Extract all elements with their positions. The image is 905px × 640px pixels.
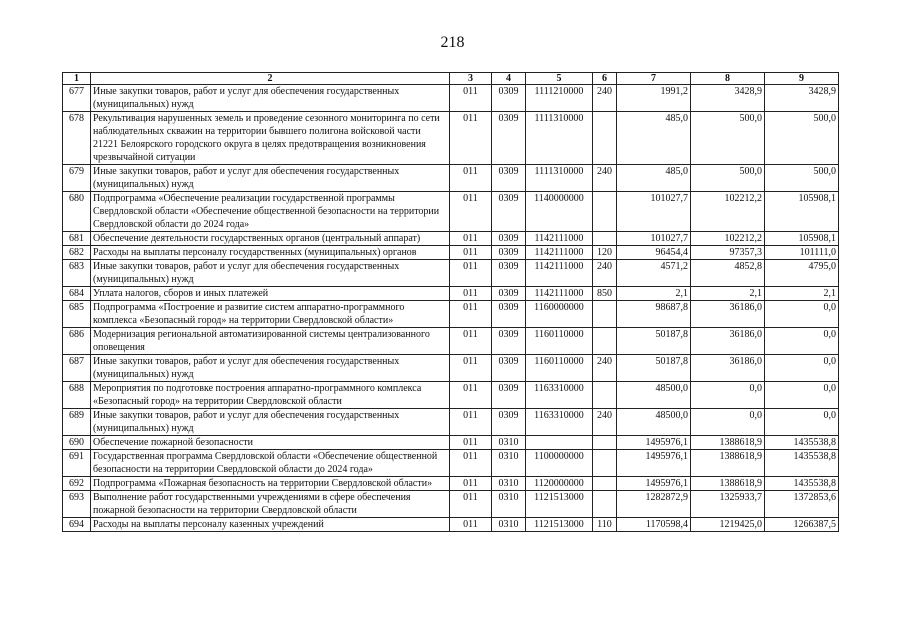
row-number-cell: 688 — [63, 382, 91, 409]
amount-year1-cell: 485,0 — [617, 112, 691, 165]
amount-year2-cell: 102212,2 — [691, 232, 765, 246]
row-number-cell: 683 — [63, 260, 91, 287]
section-code-cell: 0310 — [492, 450, 526, 477]
amount-year3-cell: 0,0 — [765, 409, 839, 436]
column-header-2: 2 — [91, 73, 450, 85]
amount-year2-cell: 3428,9 — [691, 85, 765, 112]
table-row — [63, 232, 839, 246]
table-row — [63, 301, 839, 328]
section-code-cell: 0309 — [492, 260, 526, 287]
amount-year2-cell: 36186,0 — [691, 355, 765, 382]
row-number-cell: 689 — [63, 409, 91, 436]
expense-name-cell: Иные закупки товаров, работ и услуг для обеспечения государственных (муниципальных) нужд — [91, 409, 450, 436]
amount-year2-cell: 1325933,7 — [691, 491, 765, 518]
table-row — [63, 260, 839, 287]
amount-year1-cell: 1495976,1 — [617, 450, 691, 477]
target-article-cell: 1121513000 — [526, 491, 593, 518]
target-article-cell: 1163310000 — [526, 382, 593, 409]
table-row — [63, 112, 839, 165]
section-code-cell: 0309 — [492, 409, 526, 436]
amount-year1-cell: 1170598,4 — [617, 518, 691, 532]
table-row — [63, 355, 839, 382]
amount-year3-cell: 500,0 — [765, 112, 839, 165]
table-row — [63, 477, 839, 491]
table-row — [63, 409, 839, 436]
amount-year2-cell: 1219425,0 — [691, 518, 765, 532]
department-code-cell: 011 — [450, 409, 492, 436]
row-number-cell: 692 — [63, 477, 91, 491]
section-code-cell: 0309 — [492, 287, 526, 301]
target-article-cell: 1163310000 — [526, 409, 593, 436]
row-number-cell: 677 — [63, 85, 91, 112]
expense-name-cell: Обеспечение деятельности государственных органов (центральный аппарат) — [91, 232, 450, 246]
expense-name-cell: Иные закупки товаров, работ и услуг для обеспечения государственных (муниципальных) нужд — [91, 260, 450, 287]
amount-year1-cell: 50187,8 — [617, 355, 691, 382]
row-number-cell: 686 — [63, 328, 91, 355]
expense-type-cell — [593, 477, 617, 491]
department-code-cell: 011 — [450, 355, 492, 382]
row-number-cell: 694 — [63, 518, 91, 532]
section-code-cell: 0309 — [492, 382, 526, 409]
expense-name-cell: Подпрограмма «Обеспечение реализации государственной программы Свердловской области «Обеспечение общественной безопасности на территории Свердловской области до 2024 года» — [91, 192, 450, 232]
section-code-cell: 0310 — [492, 436, 526, 450]
section-code-cell: 0309 — [492, 328, 526, 355]
expense-type-cell: 240 — [593, 260, 617, 287]
amount-year3-cell: 2,1 — [765, 287, 839, 301]
amount-year3-cell: 4795,0 — [765, 260, 839, 287]
amount-year3-cell: 0,0 — [765, 382, 839, 409]
amount-year3-cell: 0,0 — [765, 328, 839, 355]
department-code-cell: 011 — [450, 165, 492, 192]
amount-year1-cell: 1282872,9 — [617, 491, 691, 518]
table-row — [63, 382, 839, 409]
section-code-cell: 0309 — [492, 246, 526, 260]
amount-year2-cell: 1388618,9 — [691, 477, 765, 491]
amount-year3-cell: 105908,1 — [765, 232, 839, 246]
table-row — [63, 518, 839, 532]
expense-name-cell: Расходы на выплаты персоналу государственных (муниципальных) органов — [91, 246, 450, 260]
amount-year3-cell: 105908,1 — [765, 192, 839, 232]
target-article-cell: 1142111000 — [526, 287, 593, 301]
amount-year1-cell: 48500,0 — [617, 409, 691, 436]
expense-name-cell: Обеспечение пожарной безопасности — [91, 436, 450, 450]
expense-type-cell — [593, 112, 617, 165]
target-article-cell: 1100000000 — [526, 450, 593, 477]
amount-year1-cell: 98687,8 — [617, 301, 691, 328]
department-code-cell: 011 — [450, 246, 492, 260]
department-code-cell: 011 — [450, 85, 492, 112]
amount-year1-cell: 101027,7 — [617, 192, 691, 232]
department-code-cell: 011 — [450, 232, 492, 246]
expense-type-cell: 240 — [593, 409, 617, 436]
expense-type-cell: 240 — [593, 85, 617, 112]
expense-name-cell: Уплата налогов, сборов и иных платежей — [91, 287, 450, 301]
column-header-6: 6 — [593, 73, 617, 85]
table-row — [63, 246, 839, 260]
section-code-cell: 0309 — [492, 192, 526, 232]
section-code-cell: 0310 — [492, 477, 526, 491]
row-number-cell: 690 — [63, 436, 91, 450]
department-code-cell: 011 — [450, 112, 492, 165]
amount-year1-cell: 48500,0 — [617, 382, 691, 409]
section-code-cell: 0309 — [492, 232, 526, 246]
expense-name-cell: Мероприятия по подготовке построения аппаратно-программного комплекса «Безопасный город» на территории Свердловской области — [91, 382, 450, 409]
expense-name-cell: Расходы на выплаты персоналу казенных учреждений — [91, 518, 450, 532]
column-header-5: 5 — [526, 73, 593, 85]
amount-year3-cell: 0,0 — [765, 301, 839, 328]
department-code-cell: 011 — [450, 192, 492, 232]
target-article-cell: 1111210000 — [526, 85, 593, 112]
table-row — [63, 287, 839, 301]
amount-year3-cell: 1435538,8 — [765, 436, 839, 450]
row-number-cell: 684 — [63, 287, 91, 301]
expense-type-cell — [593, 382, 617, 409]
expense-type-cell — [593, 192, 617, 232]
target-article-cell: 1120000000 — [526, 477, 593, 491]
column-header-3: 3 — [450, 73, 492, 85]
table-row — [63, 85, 839, 112]
expense-name-cell: Выполнение работ государственными учреждениями в сфере обеспечения пожарной безопасности на территории Свердловской области — [91, 491, 450, 518]
row-number-cell: 687 — [63, 355, 91, 382]
amount-year1-cell: 4571,2 — [617, 260, 691, 287]
target-article-cell: 1160110000 — [526, 355, 593, 382]
table-row — [63, 450, 839, 477]
department-code-cell: 011 — [450, 450, 492, 477]
amount-year2-cell: 4852,8 — [691, 260, 765, 287]
section-code-cell: 0310 — [492, 518, 526, 532]
department-code-cell: 011 — [450, 491, 492, 518]
expense-type-cell: 240 — [593, 165, 617, 192]
amount-year3-cell: 0,0 — [765, 355, 839, 382]
amount-year2-cell: 0,0 — [691, 409, 765, 436]
amount-year2-cell: 500,0 — [691, 112, 765, 165]
expense-type-cell — [593, 232, 617, 246]
section-code-cell: 0309 — [492, 301, 526, 328]
target-article-cell: 1160110000 — [526, 328, 593, 355]
amount-year1-cell: 1495976,1 — [617, 436, 691, 450]
amount-year3-cell: 3428,9 — [765, 85, 839, 112]
row-number-cell: 682 — [63, 246, 91, 260]
section-code-cell: 0309 — [492, 165, 526, 192]
target-article-cell — [526, 436, 593, 450]
target-article-cell: 1140000000 — [526, 192, 593, 232]
row-number-cell: 681 — [63, 232, 91, 246]
expense-type-cell: 120 — [593, 246, 617, 260]
expense-name-cell: Иные закупки товаров, работ и услуг для обеспечения государственных (муниципальных) нужд — [91, 85, 450, 112]
row-number-cell: 685 — [63, 301, 91, 328]
amount-year2-cell: 102212,2 — [691, 192, 765, 232]
row-number-cell: 691 — [63, 450, 91, 477]
amount-year1-cell: 485,0 — [617, 165, 691, 192]
amount-year2-cell: 97357,3 — [691, 246, 765, 260]
row-number-cell: 693 — [63, 491, 91, 518]
amount-year1-cell: 50187,8 — [617, 328, 691, 355]
amount-year1-cell: 101027,7 — [617, 232, 691, 246]
expense-name-cell: Подпрограмма «Построение и развитие систем аппаратно-программного комплекса «Безопасный город» на территории Свердловской области» — [91, 301, 450, 328]
table-body — [63, 85, 839, 532]
target-article-cell: 1111310000 — [526, 112, 593, 165]
expense-name-cell: Подпрограмма «Пожарная безопасность на территории Свердловской области» — [91, 477, 450, 491]
target-article-cell: 1142111000 — [526, 260, 593, 287]
target-article-cell: 1160000000 — [526, 301, 593, 328]
table-row — [63, 165, 839, 192]
department-code-cell: 011 — [450, 477, 492, 491]
amount-year2-cell: 36186,0 — [691, 301, 765, 328]
department-code-cell: 011 — [450, 301, 492, 328]
expense-name-cell: Модернизация региональной автоматизированной системы централизованного оповещения — [91, 328, 450, 355]
amount-year2-cell: 36186,0 — [691, 328, 765, 355]
row-number-cell: 678 — [63, 112, 91, 165]
amount-year3-cell: 1435538,8 — [765, 450, 839, 477]
budget-table — [62, 72, 839, 532]
column-header-7: 7 — [617, 73, 691, 85]
column-header-8: 8 — [691, 73, 765, 85]
department-code-cell: 011 — [450, 436, 492, 450]
amount-year3-cell: 101111,0 — [765, 246, 839, 260]
target-article-cell: 1142111000 — [526, 246, 593, 260]
expense-type-cell — [593, 436, 617, 450]
expense-name-cell: Иные закупки товаров, работ и услуг для обеспечения государственных (муниципальных) нужд — [91, 355, 450, 382]
table-row — [63, 192, 839, 232]
amount-year3-cell: 1372853,6 — [765, 491, 839, 518]
target-article-cell: 1111310000 — [526, 165, 593, 192]
amount-year3-cell: 1266387,5 — [765, 518, 839, 532]
column-header-9: 9 — [765, 73, 839, 85]
column-header-1: 1 — [63, 73, 91, 85]
section-code-cell: 0309 — [492, 85, 526, 112]
section-code-cell: 0310 — [492, 491, 526, 518]
department-code-cell: 011 — [450, 287, 492, 301]
amount-year1-cell: 1991,2 — [617, 85, 691, 112]
target-article-cell: 1142111000 — [526, 232, 593, 246]
expense-type-cell — [593, 301, 617, 328]
amount-year1-cell: 2,1 — [617, 287, 691, 301]
column-header-4: 4 — [492, 73, 526, 85]
amount-year2-cell: 2,1 — [691, 287, 765, 301]
amount-year2-cell: 1388618,9 — [691, 436, 765, 450]
page-number: 218 — [440, 34, 465, 51]
section-code-cell: 0309 — [492, 355, 526, 382]
table-row — [63, 328, 839, 355]
table-header-row — [63, 73, 839, 85]
expense-type-cell — [593, 328, 617, 355]
amount-year3-cell: 500,0 — [765, 165, 839, 192]
expense-name-cell: Рекультивация нарушенных земель и проведение сезонного мониторинга по сети наблюдательных скважин на территории бывшего полигона войсковой части 21221 Белоярского городского округа в целях предотвращения возникновения чрезвычайной ситуации — [91, 112, 450, 165]
amount-year2-cell: 0,0 — [691, 382, 765, 409]
amount-year2-cell: 500,0 — [691, 165, 765, 192]
expense-name-cell: Государственная программа Свердловской области «Обеспечение общественной безопасности на территории Свердловской области до 2024 года» — [91, 450, 450, 477]
expense-type-cell: 850 — [593, 287, 617, 301]
amount-year1-cell: 96454,4 — [617, 246, 691, 260]
expense-type-cell — [593, 450, 617, 477]
amount-year1-cell: 1495976,1 — [617, 477, 691, 491]
amount-year2-cell: 1388618,9 — [691, 450, 765, 477]
expense-type-cell: 110 — [593, 518, 617, 532]
expense-type-cell: 240 — [593, 355, 617, 382]
target-article-cell: 1121513000 — [526, 518, 593, 532]
expense-name-cell: Иные закупки товаров, работ и услуг для обеспечения государственных (муниципальных) нужд — [91, 165, 450, 192]
department-code-cell: 011 — [450, 518, 492, 532]
expense-type-cell — [593, 491, 617, 518]
table-row — [63, 436, 839, 450]
row-number-cell: 680 — [63, 192, 91, 232]
department-code-cell: 011 — [450, 328, 492, 355]
department-code-cell: 011 — [450, 382, 492, 409]
section-code-cell: 0309 — [492, 112, 526, 165]
row-number-cell: 679 — [63, 165, 91, 192]
amount-year3-cell: 1435538,8 — [765, 477, 839, 491]
table-row — [63, 491, 839, 518]
department-code-cell: 011 — [450, 260, 492, 287]
